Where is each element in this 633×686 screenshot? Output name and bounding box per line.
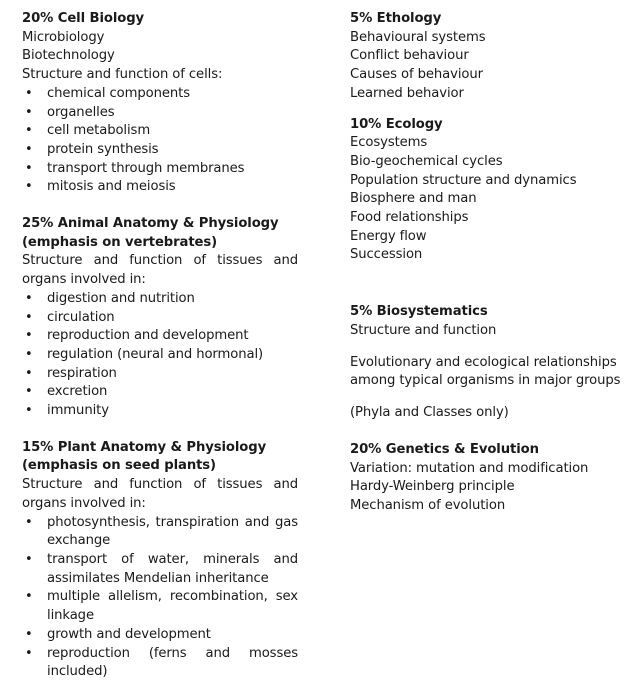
section-title: 20% Cell Biology	[22, 11, 145, 26]
section-title: 20% Genetics & Evolution	[350, 442, 539, 458]
topic-line: Microbiology	[22, 29, 105, 45]
section-biosystematics	[350, 303, 628, 423]
list-item: • digestion and nutrition	[22, 290, 298, 309]
list-item: • regulation (neural and hormonal)	[22, 346, 298, 365]
section-animal-anatomy	[22, 215, 298, 421]
topic-line: (Phyla and Classes only)	[350, 405, 509, 421]
topic-line: Causes of behaviour	[350, 67, 483, 83]
list-item: • circulation	[22, 309, 298, 328]
topic-line: Population structure and dynamics	[350, 172, 577, 188]
list-item: • reproduction (ferns and mosses included)	[22, 645, 298, 682]
section-ecology	[350, 116, 628, 266]
topic-line: Biosphere and man	[350, 191, 477, 207]
section-title: 5% Ethology	[350, 11, 442, 26]
list-item: • immunity	[22, 402, 298, 421]
section-intro: Structure and function of tissues and organs involved in:	[22, 253, 298, 288]
bullet-list	[22, 85, 298, 197]
bullet-list	[22, 514, 298, 682]
topic-line: Succession	[350, 247, 423, 263]
section-subtitle: (emphasis on vertebrates)	[22, 234, 218, 250]
list-item: • transport through membranes	[22, 160, 298, 179]
topic-line: Learned behavior	[350, 85, 464, 101]
list-item: • mitosis and meiosis	[22, 178, 298, 197]
spacer	[350, 423, 628, 441]
section-genetics-evolution	[350, 441, 628, 516]
spacer	[350, 265, 628, 303]
list-item: • excretion	[22, 383, 298, 402]
topic-line: Ecosystems	[350, 135, 428, 151]
list-item: • organelles	[22, 104, 298, 123]
list-item: • reproduction and development	[22, 327, 298, 346]
list-item: • chemical components	[22, 85, 298, 104]
topic-line: Structure and function of cells:	[22, 67, 223, 83]
left-column	[22, 10, 298, 682]
section-cell-biology	[22, 10, 298, 197]
topic-line: Hardy-Weinberg principle	[350, 479, 515, 495]
section-subtitle: (emphasis on seed plants)	[22, 458, 216, 474]
spacer	[350, 104, 628, 116]
right-column	[350, 10, 628, 516]
section-plant-anatomy	[22, 439, 298, 682]
section-title: 15% Plant Anatomy & Physiology	[22, 439, 267, 455]
section-title: 10% Ecology	[350, 116, 443, 132]
list-item: • protein synthesis	[22, 141, 298, 160]
topic-line: Behavioural systems	[350, 29, 486, 45]
topic-line: Biotechnology	[22, 48, 115, 64]
topic-line: Variation: mutation and modification	[350, 460, 589, 476]
topic-line: Conflict behaviour	[350, 48, 469, 64]
section-ethology	[350, 10, 628, 104]
list-item: • photosynthesis, transpiration and gas exchange	[22, 514, 298, 551]
spacer	[22, 421, 298, 439]
topic-line: Evolutionary and ecological relationships among typical organisms in major groups	[350, 354, 621, 389]
list-item: • multiple allelism, recombination, sex linkage	[22, 588, 298, 625]
topic-line: Structure and function	[350, 322, 497, 338]
list-item: • growth and development	[22, 626, 298, 645]
section-title: 5% Biosystematics	[350, 304, 488, 320]
list-item: • cell metabolism	[22, 122, 298, 141]
topic-line: Mechanism of evolution	[350, 498, 506, 514]
topic-line: Food relationships	[350, 210, 469, 226]
topic-line: Bio-geochemical cycles	[350, 153, 503, 169]
section-intro: Structure and function of tissues and organs involved in:	[22, 477, 298, 511]
spacer	[22, 197, 298, 215]
topic-line: Energy flow	[350, 228, 427, 244]
list-item: • transport of water, minerals and assimilates Mendelian inheritance	[22, 551, 298, 588]
section-title: 25% Animal Anatomy & Physiology	[22, 216, 279, 232]
list-item: • respiration	[22, 365, 298, 384]
bullet-list	[22, 290, 298, 421]
